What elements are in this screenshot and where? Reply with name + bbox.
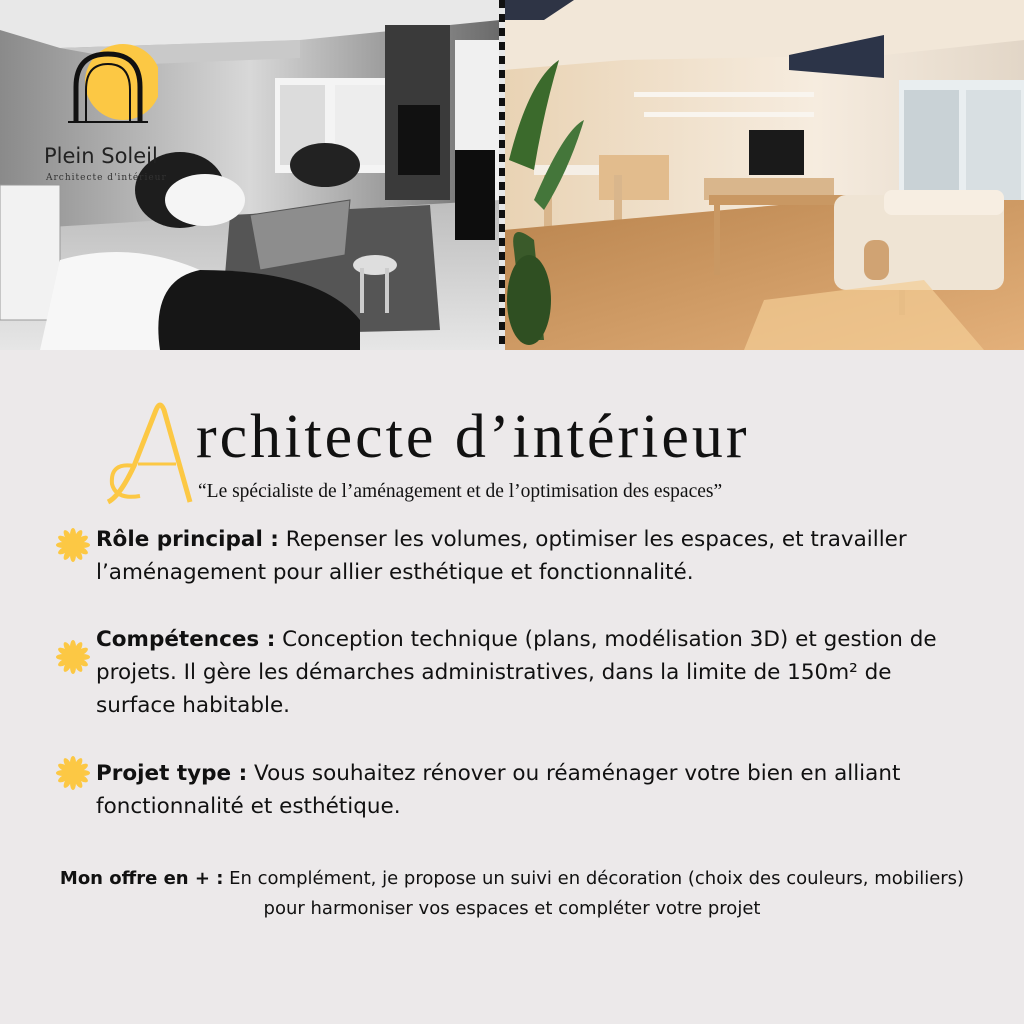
bullet-body: Vous souhaitez rénover ou réaménager votre bien en alliant fonctionnalité et esthétique. (96, 761, 901, 819)
offer-text: En complément, je propose un suivi en décoration (choix des couleurs, mobiliers) pour harmoniser vos espaces et compléter votre projet (223, 868, 965, 919)
bullet-label: Compétences : (96, 627, 276, 652)
bullet-text (96, 523, 976, 589)
bullet-body: Conception technique (plans, modélisation 3D) et gestion de projets. Il gère les démarches administratives, dans la limite de 150m² de surface habitable. (96, 627, 937, 718)
brand-subtitle: Architecte d'intérieur (46, 173, 167, 183)
bullet-text (96, 757, 976, 823)
bullet-body: Repenser les volumes, optimiser les espaces, et travailler l’aménagement pour allier esthétique et fonctionnalité. (96, 527, 907, 585)
bullet-label: Rôle principal : (96, 527, 279, 552)
flower-icon (55, 639, 91, 675)
offer-label: Mon offre en + : (59, 868, 224, 889)
sun-arch-icon (68, 42, 158, 142)
bullet-label: Projet type : (96, 761, 248, 786)
offer-note (40, 864, 984, 924)
page-tagline: “Le spécialiste de l’aménagement et de l’optimisation des espaces” (198, 481, 723, 502)
before-after-banner (0, 0, 1024, 350)
brand-name: Plein Soleil (44, 144, 158, 168)
after-photo (504, 0, 1024, 350)
page-heading (0, 390, 1024, 520)
before-after-divider (499, 0, 505, 350)
flower-icon (55, 755, 91, 791)
page-title: rchitecte d’intérieur (196, 403, 750, 471)
title-initial-a (100, 392, 200, 508)
brand-logo (40, 42, 170, 192)
bullet-text (96, 623, 976, 722)
flower-icon (55, 527, 91, 563)
